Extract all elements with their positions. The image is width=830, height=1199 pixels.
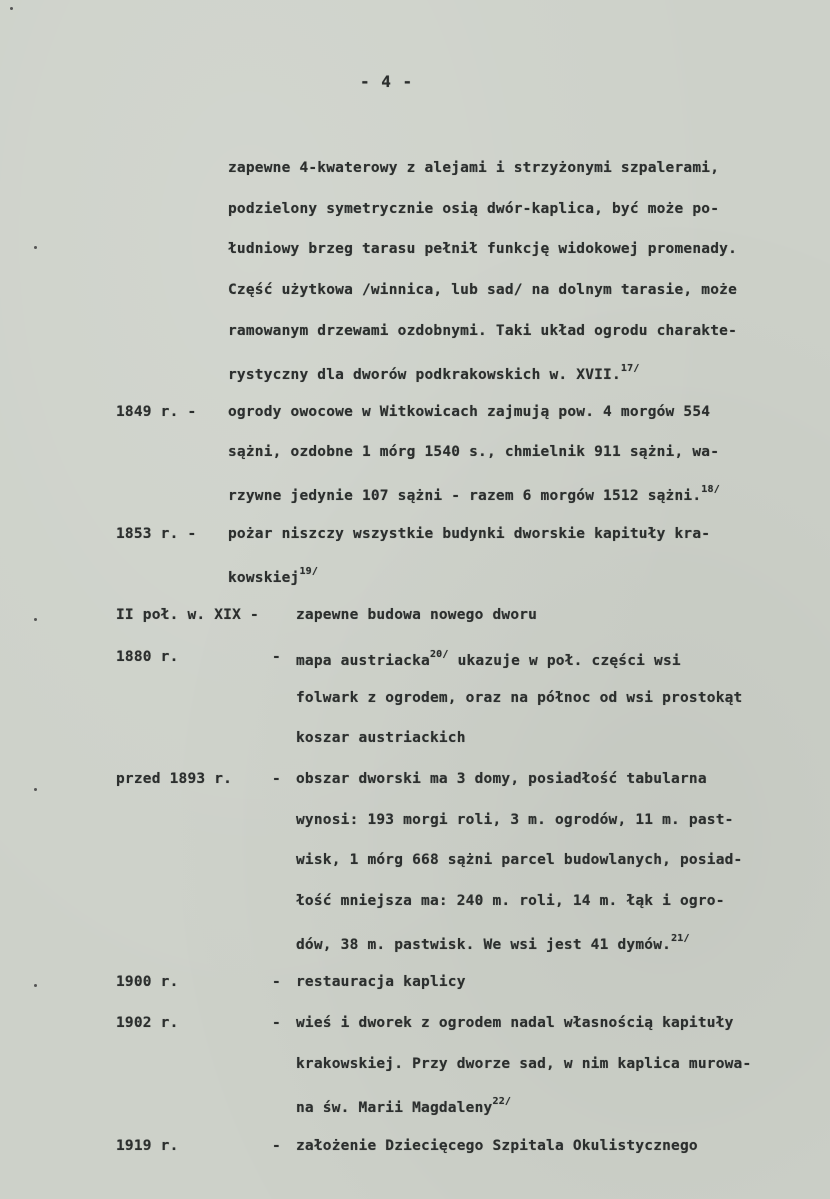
entry-dash: - [272, 974, 281, 990]
entry-dash: - [272, 649, 281, 665]
text-line: rzywne jedynie 107 sążni - razem 6 morgów 1512 sążni.$^{18/}$ [228, 484, 720, 504]
text-line: wisk, 1 mórg 668 sążni parcel budowlanych, posiad- [296, 852, 743, 868]
text-line: łość mniejsza ma: 240 m. roli, 14 m. łąk i ogro- [296, 893, 725, 909]
paper-speck [34, 618, 37, 621]
footnote-ref: 22/ [492, 1096, 512, 1107]
entry-dash: - [272, 771, 281, 787]
text-line: rystyczny dla dworów podkrakowskich w. XVII.$^{17/}$ [228, 363, 640, 383]
paper-speck [34, 788, 37, 791]
text-line: ogrody owocowe w Witkowicach zajmują pow. 4 morgów 554 [228, 404, 711, 420]
text-line: wieś i dworek z ogrodem nadal własnością kapituły [296, 1015, 734, 1031]
entry-dash: - [272, 1138, 281, 1154]
text-line: krakowskiej. Przy dworze sad, w nim kaplica murowa- [296, 1056, 752, 1072]
text-line: zapewne 4-kwaterowy z alejami i strzyżonymi szpalerami, [228, 160, 720, 176]
text-line: obszar dworski ma 3 domy, posiadłość tabularna [296, 771, 707, 787]
paper-speck [10, 7, 13, 10]
paper-speck [34, 984, 37, 987]
text-line: koszar austriackich [296, 730, 466, 746]
text-line: folwark z ogrodem, oraz na północ od wsi prostokąt [296, 690, 743, 706]
text-line: mapa austriacka$^{20/}$ ukazuje w poł. części wsi [296, 649, 681, 669]
footnote-ref: 20/ [429, 649, 449, 660]
entry-date: 1919 r. [116, 1138, 179, 1154]
footnote-ref: 21/ [671, 933, 690, 944]
entry-date: 1902 r. [116, 1015, 179, 1031]
text-line: dów, 38 m. pastwisk. We wsi jest 41 dymów.$^{21/}$ [296, 933, 690, 953]
footnote-ref: 17/ [620, 363, 640, 374]
text-line: Część użytkowa /winnica, lub sad/ na dolnym tarasie, może [228, 282, 737, 298]
text-line: ramowanym drzewami ozdobnymi. Taki układ ogrodu charakte- [228, 323, 737, 339]
entry-date: 1880 r. [116, 649, 179, 665]
entry-date: 1900 r. [116, 974, 179, 990]
page-number: - 4 - [360, 72, 414, 91]
text-line: restauracja kaplicy [296, 974, 466, 990]
footnote-ref: 18/ [701, 484, 720, 495]
entry-date: 1853 r. - [116, 526, 197, 542]
text-line: podzielony symetrycznie osią dwór-kaplica, być może po- [228, 201, 720, 217]
entry-date: 1849 r. - [116, 404, 197, 420]
text-line: założenie Dziecięcego Szpitala Okulistycznego [296, 1138, 698, 1154]
entry-date: przed 1893 r. [116, 771, 233, 787]
footnote-ref: 19/ [299, 566, 319, 577]
text-line: na św. Marii Magdaleny$^{22/}$ [296, 1096, 512, 1116]
paper-speck [34, 246, 37, 249]
text-line: kowskiej$^{19/}$ [228, 566, 319, 586]
text-line: sążni, ozdobne 1 mórg 1540 s., chmielnik 911 sążni, wa- [228, 444, 720, 460]
text-line: łudniowy brzeg tarasu pełnił funkcję widokowej promenady. [228, 241, 737, 257]
entry-dash: - [272, 1015, 281, 1031]
entry-date: II poł. w. XIX - [116, 607, 259, 623]
text-line: pożar niszczy wszystkie budynki dworskie kapituły kra- [228, 526, 711, 542]
text-line: zapewne budowa nowego dworu [296, 607, 538, 623]
text-line: wynosi: 193 morgi roli, 3 m. ogrodów, 11 m. past- [296, 812, 734, 828]
